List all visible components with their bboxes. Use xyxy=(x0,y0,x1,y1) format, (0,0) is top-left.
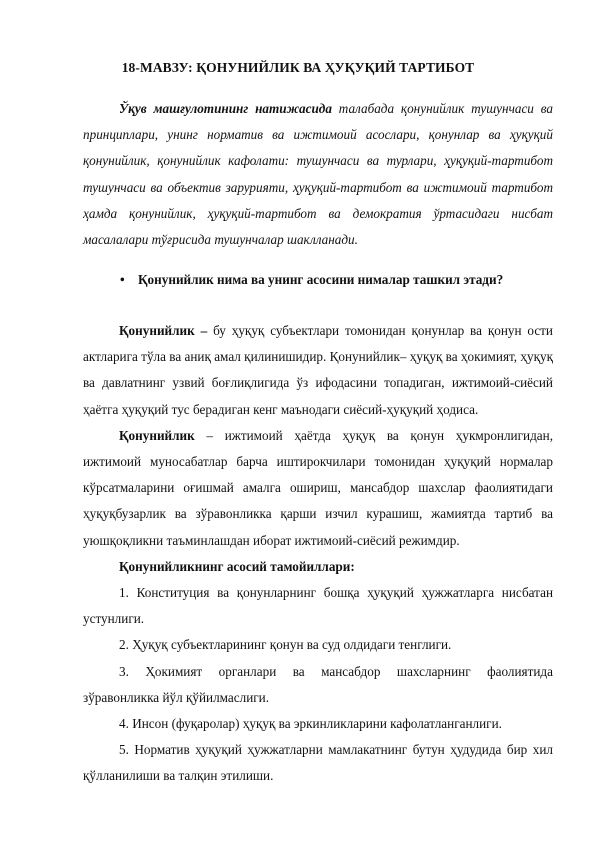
principle-item-5: 5. Норматив ҳуқуқий ҳужжатларни мамлакатнинг бутун ҳудудида бир хил қўлланилиши ва талқин этилиши. xyxy=(83,742,553,784)
question-text: Қонунийлик нима ва унинг асосини нималар ташкил этади? xyxy=(138,272,504,287)
principle-item-3: 3. Ҳокимият органлари ва мансабдор шахсларнинг фаолиятида зўравонликка йўл қўйилмаслиги. xyxy=(83,663,553,705)
intro-lead: Ўқув машғулотининг натижасида xyxy=(119,101,332,116)
definition-paragraph-2 xyxy=(83,423,553,554)
principle-item-2: 2. Ҳуқуқ субъектларининг қонун ва суд олдидаги тенглиги. xyxy=(119,637,452,653)
principle-item-1: 1. Конституция ва қонунларнинг бошқа ҳуқуқий ҳужжатларга нисбатан устунлиги. xyxy=(83,585,553,627)
intro-text: талабада қонунийлик тушунчаси ва принциплари, унинг норматив ва ижтимоий асослари, қонунлар ва ҳуқуқий қонунийлик, қонунийлик кафолати: тушунчаси ва турлари, ҳуқуқий-тартибот тушунчаси ва объектив зарурияти, ҳуқуқий-тартибот ва ижтимоий тартибот ҳамда қонунийлик, ҳуқуқий-тартибот ва демократия ўртасидаги нисбат масалалари тўғрисида тушунчалар шаклланади. xyxy=(83,101,553,248)
main-content xyxy=(83,318,553,790)
principles-heading: Қонунийликнинг асосий тамойиллари: xyxy=(119,558,355,574)
intro-paragraph xyxy=(83,96,553,253)
bullet-icon: • xyxy=(120,272,125,287)
question-heading xyxy=(120,272,560,288)
definition-text-2: – ижтимоий ҳаётда ҳуқуқ ва қонун ҳукмронлигидан, ижтимоий муносабатлар барча иштирокчилари томонидан ҳуқуқий нормалар кўрсатмаларини оғишмай амалга ошириш, мансабдор шахслар фаолиятидаги ҳуқуқбузарлик ва зўравонликка қарши изчил курашиш, жамиятда тартиб ва уюшқоқликни таъминлашдан иборат ижтимоий-сиёсий режимдир. xyxy=(83,427,553,548)
definition-paragraph-1 xyxy=(83,318,553,423)
page-title: 18-МАВЗУ: ҚОНУНИЙЛИК ВА ҲУҚУҚИЙ ТАРТИБОТ xyxy=(121,60,475,75)
definition-text-1: бу ҳуқуқ субъектлари томонидан қонунлар ва қонун ости актларига тўла ва аниқ амал қилинишидир. Қонунийлик– ҳуқуқ ва ҳокимият, ҳуқуқ ва давлатнинг узвий боғлиқлигида ўз ифодасини топадиган, ижтимоий-сиёсий ҳаётга ҳуқуқий тус берадиган кенг маънодаги сиёсий-ҳуқуқий ҳодиса. xyxy=(83,323,553,417)
principle-item-4: 4. Инсон (фуқаролар) ҳуқуқ ва эркинликларини кафолатланганлиги. xyxy=(119,716,502,732)
definition-term-1: Қонунийлик – xyxy=(119,323,208,338)
definition-term-2: Қонунийлик xyxy=(119,427,195,443)
